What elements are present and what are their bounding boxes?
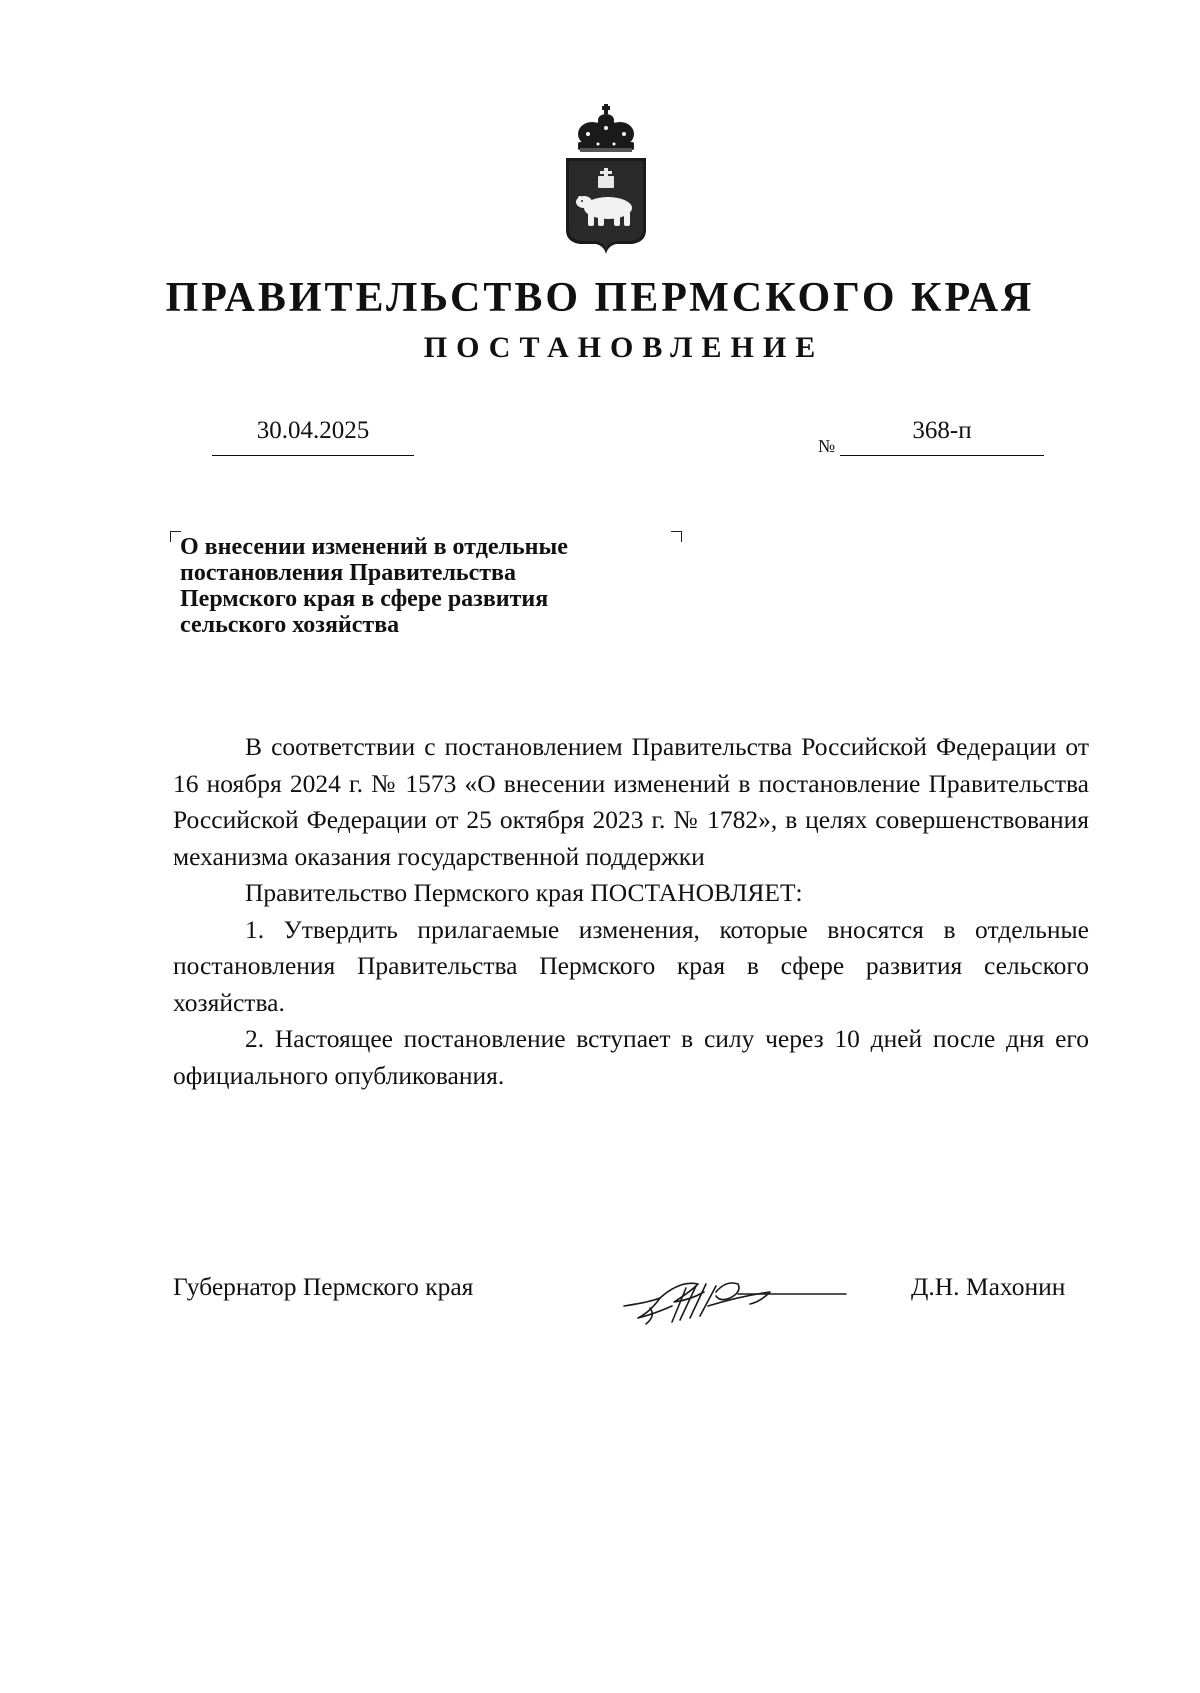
subject-line: постановления Правительства (180, 560, 516, 586)
subject-line: сельского хозяйства (180, 612, 400, 638)
item-paragraph: 2. Настоящее постановление вступает в силу через 10 дней после дня его официального опубликования. (173, 1024, 1089, 1090)
perm-krai-coat-of-arms-icon (558, 104, 654, 254)
item-paragraph: 1. Утвердить прилагаемые изменения, которые вносятся в отдельные постановления Правительства Пермского края в сфере развития сельского хозяйства. (173, 914, 1089, 1017)
document-number: 368-п (840, 414, 1044, 456)
resolution-clause: Правительство Пермского края ПОСТАНОВЛЯЕТ: (245, 878, 803, 907)
document-type: ПОСТАНОВЛЕНИЕ (423, 331, 825, 364)
number-sign: № (818, 436, 836, 456)
preamble-paragraph: В соответствии с постановлением Правительства Российской Федерации от 16 ноября 2024 г. № 1573 «О внесении изменений в постановление Правительства Российской Федерации от 25 октября 2023 г. № 1782», в целях совершенствования механизма оказания государственной поддержки (173, 732, 1089, 871)
handwritten-signature-icon (620, 1262, 850, 1332)
subject-line: Пермского края в сфере развития (180, 586, 549, 612)
document-body (173, 729, 1089, 1094)
document-date: 30.04.2025 (212, 414, 414, 456)
subject-line: О внесении изменений в отдельные (180, 534, 568, 560)
crown-icon (578, 104, 634, 152)
document-subject (180, 534, 680, 638)
signatory-name: Д.Н. Махонин (911, 1272, 1066, 1301)
signatory-position: Губернатор Пермского края (173, 1272, 474, 1301)
authority-title: ПРАВИТЕЛЬСТВО ПЕРМСКОГО КРАЯ (165, 275, 1035, 321)
